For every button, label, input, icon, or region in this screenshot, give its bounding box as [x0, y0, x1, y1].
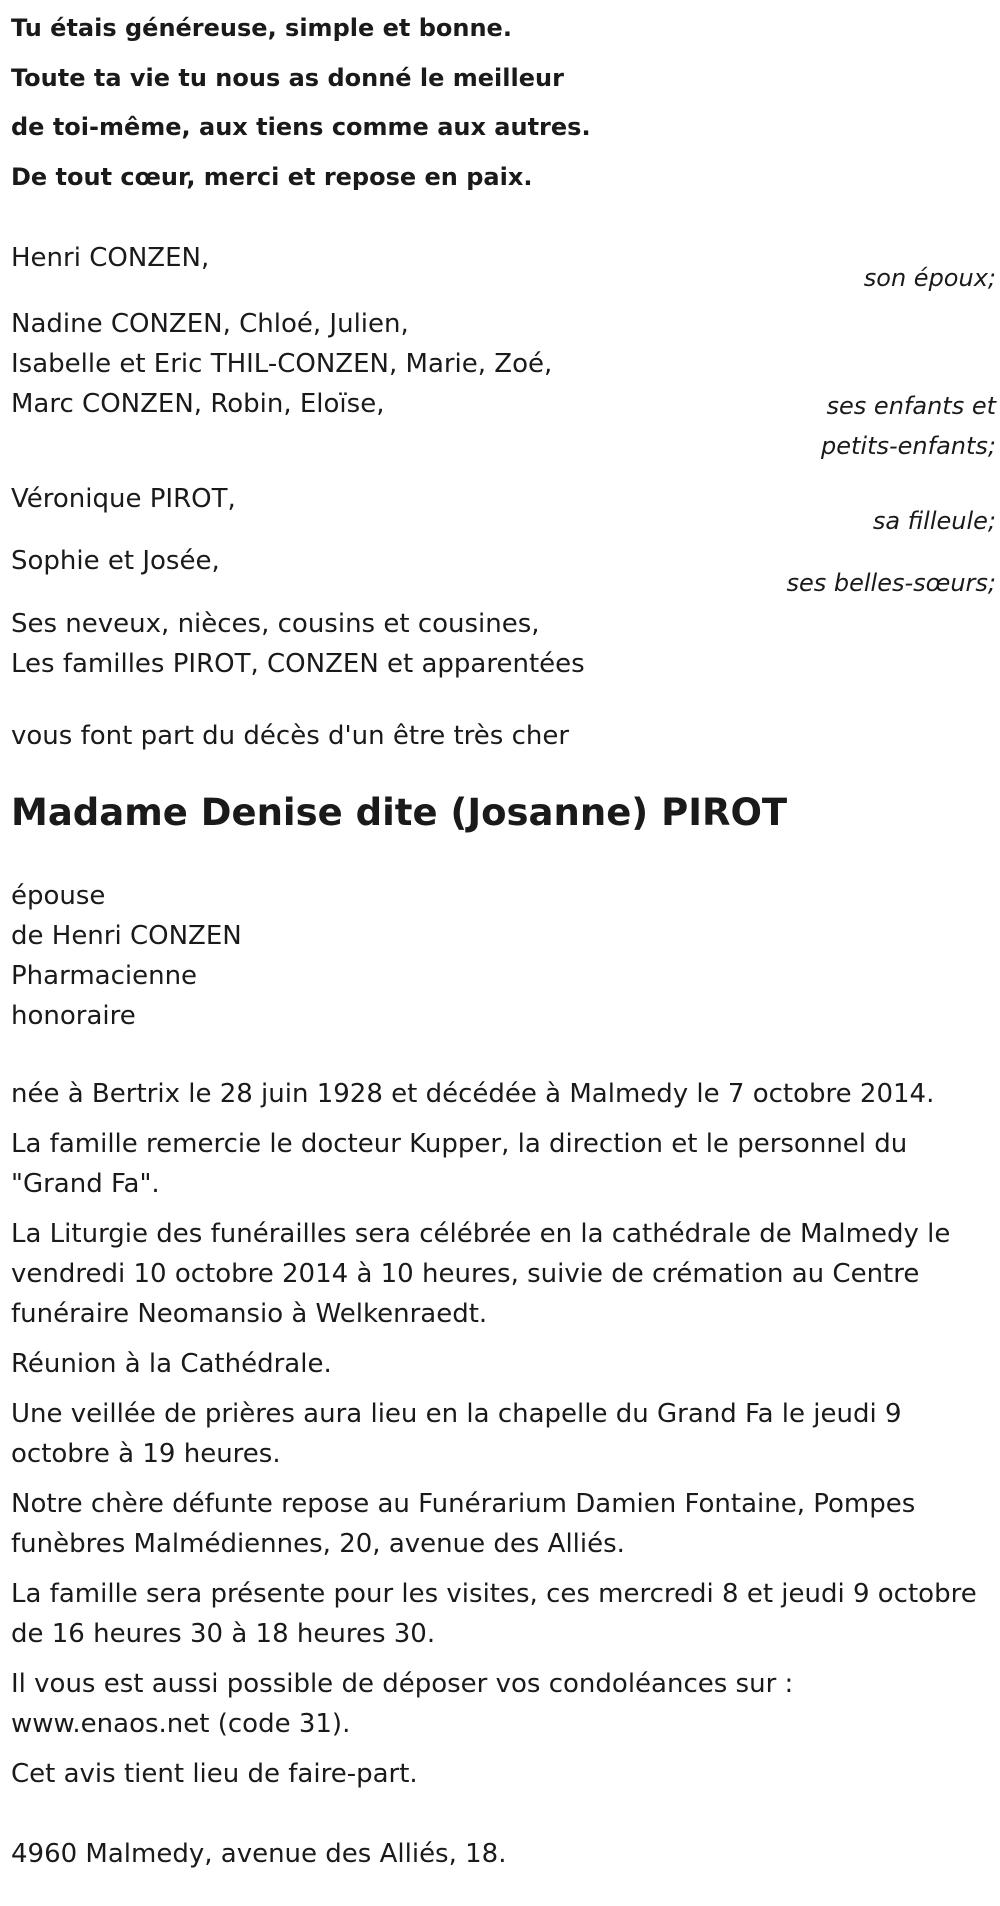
deceased-name: Madame Denise dite (Josanne) PIROT: [11, 791, 788, 834]
paragraph-resting-place: Notre chère défunte repose au Funérarium Damien Fontaine, Pompes funèbres Malmédiennes, 20, avenue des Alliés.: [11, 1489, 916, 1559]
family-group-goddaughter: [11, 479, 996, 541]
family-relation: petits-enfants;: [821, 432, 996, 460]
poem-line: Tu étais généreuse, simple et bonne.: [11, 14, 512, 42]
poem-line: de toi-même, aux tiens comme aux autres.: [11, 113, 591, 141]
family-name: Véronique PIROT,: [11, 484, 236, 514]
family-name: Nadine CONZEN, Chloé, Julien,: [11, 309, 409, 339]
paragraph-funeral: La Liturgie des funérailles sera célébrée en la cathédrale de Malmedy le vendredi 10 octobre 2014 à 10 heures, suivie de crémation au Centre funéraire Neomansio à Welkenraedt.: [11, 1219, 951, 1329]
family-name: Ses neveux, nièces, cousins et cousines,: [11, 609, 540, 639]
paragraph-notice: Cet avis tient lieu de faire-part.: [11, 1759, 418, 1789]
deceased-details: [11, 876, 996, 1036]
notice-body: [11, 1074, 996, 1794]
paragraph-visits: La famille sera présente pour les visites, ces mercredi 8 et jeudi 9 octobre de 16 heures 30 à 18 heures 30.: [11, 1579, 977, 1649]
family-group-extended: [11, 604, 996, 684]
family-relation: son époux;: [863, 264, 996, 292]
family-relation: ses belles-sœurs;: [786, 569, 996, 597]
family-group-sisters-in-law: [11, 541, 996, 604]
address: 4960 Malmedy, avenue des Alliés, 18.: [11, 1839, 507, 1869]
family-name: Henri CONZEN,: [11, 243, 210, 273]
family-name: Sophie et Josée,: [11, 546, 220, 576]
family-group-spouse: [11, 238, 996, 298]
family-name: Les familles PIROT, CONZEN et apparentées: [11, 649, 585, 679]
family-name: Marc CONZEN, Robin, Eloïse,: [11, 389, 385, 419]
announcement: vous font part du décès d'un être très cher: [11, 721, 570, 751]
poem: [11, 4, 996, 202]
paragraph-vigil: Une veillée de prières aura lieu en la chapelle du Grand Fa le jeudi 9 octobre à 19 heures.: [11, 1399, 902, 1469]
deceased-detail-line: de Henri CONZEN: [11, 921, 242, 951]
paragraph-thanks: La famille remercie le docteur Kupper, la direction et le personnel du "Grand Fa".: [11, 1129, 908, 1199]
poem-line: Toute ta vie tu nous as donné le meilleur: [11, 63, 564, 92]
paragraph-condolences: Il vous est aussi possible de déposer vos condoléances sur : www.enaos.net (code 31).: [11, 1669, 794, 1739]
paragraph-meeting: Réunion à la Cathédrale.: [11, 1349, 332, 1379]
deceased-detail-line: Pharmacienne: [11, 961, 198, 991]
deceased-detail-line: épouse: [11, 881, 106, 911]
family-relation: sa filleule;: [872, 507, 996, 535]
paragraph-birth-death: née à Bertrix le 28 juin 1928 et décédée à Malmedy le 7 octobre 2014.: [11, 1079, 935, 1109]
deceased-detail-line: honoraire: [11, 1001, 136, 1031]
family-group-children: [11, 304, 996, 479]
obituary-notice: [11, 0, 996, 1874]
family-name: Isabelle et Eric THIL-CONZEN, Marie, Zoé,: [11, 349, 553, 379]
poem-line: De tout cœur, merci et repose en paix.: [11, 162, 533, 191]
family-relation: ses enfants et: [826, 392, 996, 420]
